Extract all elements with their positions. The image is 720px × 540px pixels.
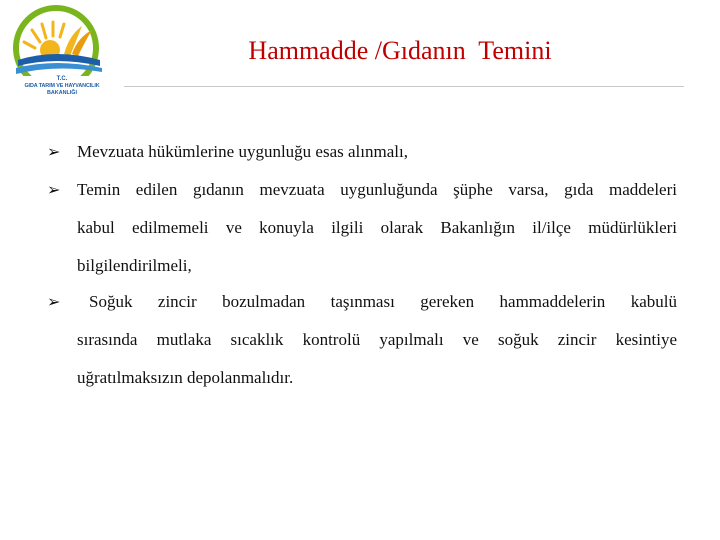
logo-tc-text: T.C.	[56, 76, 68, 82]
arrow-bullet-icon: ➢	[47, 292, 61, 311]
bullet-text-line: bilgilendirilmeli,	[77, 256, 192, 275]
bullet-item	[47, 142, 677, 166]
ministry-emblem-icon	[4, 4, 120, 76]
bullet-item	[47, 180, 677, 280]
arrow-bullet-icon: ➢	[47, 180, 61, 199]
ministry-logo	[4, 4, 120, 94]
bullet-text-line: Temin edilen gıdanın mevzuata uygunluğunda şüphe varsa, gıda maddeleri	[77, 180, 677, 199]
title-divider	[124, 86, 684, 87]
slide-title: Hammadde /Gıdanın Temini	[248, 36, 552, 65]
bullet-text-line: kabul edilmemeli ve konuyla ilgili olarak Bakanlığın il/ilçe müdürlükleri	[77, 218, 677, 237]
bullet-text-line: Soğuk zincir bozulmadan taşınması gereken hammaddelerin kabulü	[89, 292, 677, 311]
bullet-text-line: uğratılmaksızın depolanmalıdır.	[77, 368, 294, 387]
bullet-item	[47, 292, 677, 392]
arrow-bullet-icon: ➢	[47, 142, 61, 161]
logo-ministry-name: GIDA TARIM VE HAYVANCILIK	[24, 83, 100, 89]
logo-ministry-name-line2: BAKANLIĞI	[47, 90, 77, 96]
bullet-text-line: Mevzuata hükümlerine uygunluğu esas alınmalı,	[77, 142, 408, 161]
bullet-text-line: sırasında mutlaka sıcaklık kontrolü yapılmalı ve soğuk zincir kesintiye	[77, 330, 677, 349]
